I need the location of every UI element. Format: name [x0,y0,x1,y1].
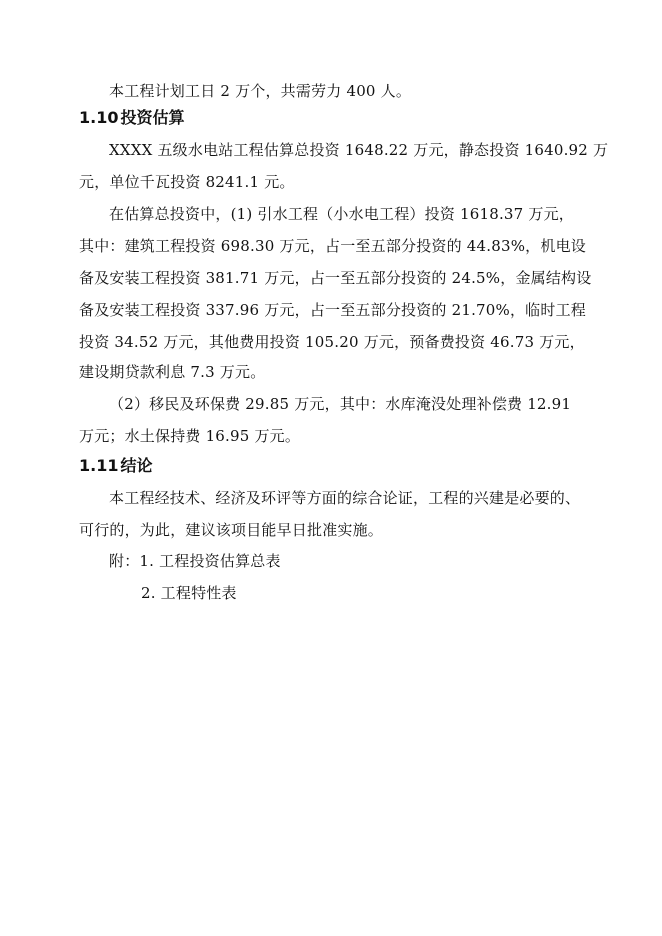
paragraph-resettlement-cont: 万元；水土保持费 16.95 万元。 [79,427,301,445]
paragraph-resettlement: （2）移民及环保费 29.85 万元，其中：水库淹没处理补偿费 12.91 [109,395,572,413]
appendix-item-1: 附：1. 工程投资估算总表 [109,552,281,570]
section-title: 结论 [120,456,153,475]
paragraph-breakdown-line2: 其中：建筑工程投资 698.30 万元，占一至五部分投资的 44.83%，机电设 [79,237,586,255]
paragraph-breakdown-line4: 备及安装工程投资 337.96 万元，占一至五部分投资的 21.70%，临时工程 [79,301,586,319]
paragraph-breakdown-line5: 投资 34.52 万元，其他费用投资 105.20 万元，预备费投资 46.73 万元， [79,333,585,351]
section-heading-investment [79,108,185,128]
section-number: 1.11 [79,456,119,475]
paragraph-breakdown-line3: 备及安装工程投资 381.71 万元，占一至五部分投资的 24.5%，金属结构设 [79,269,592,287]
section-title: 投资估算 [120,108,185,127]
paragraph-breakdown: 在估算总投资中，(1) 引水工程（小水电工程）投资 1618.37 万元， [109,205,574,223]
paragraph-conclusion: 本工程经技术、经济及环评等方面的综合论证，工程的兴建是必要的、 [109,489,581,507]
appendix-item-2: 2. 工程特性表 [141,584,237,602]
section-number: 1.10 [79,108,119,127]
section-heading-conclusion [79,456,153,476]
paragraph-total-investment-cont: 元，单位千瓦投资 8241.1 元。 [79,173,295,191]
paragraph-total-investment: XXXX 五级水电站工程估算总投资 1648.22 万元，静态投资 1640.92 万 [109,141,609,159]
paragraph-labor: 本工程计划工日 2 万个，共需劳力 400 人。 [109,82,412,100]
paragraph-conclusion-cont: 可行的，为此，建议该项目能早日批准实施。 [79,521,384,539]
paragraph-breakdown-line6: 建设期贷款利息 7.3 万元。 [79,363,266,381]
